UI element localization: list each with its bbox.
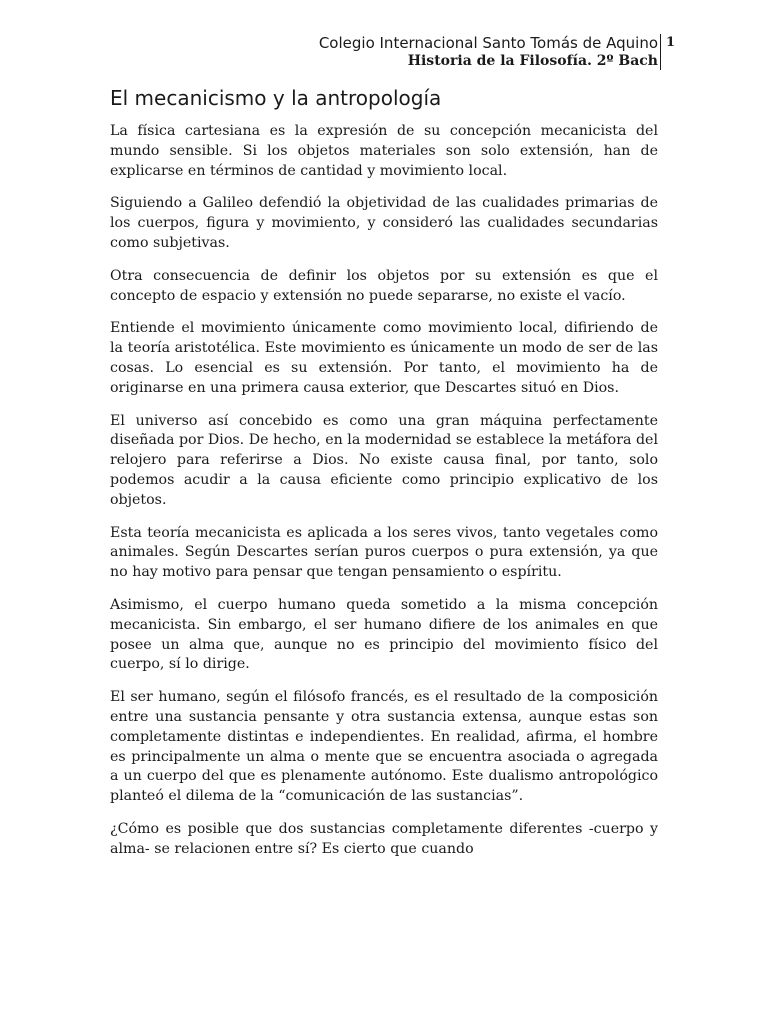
paragraph: Otra consecuencia de definir los objetos por su extensión es que el concepto de espacio y extensión no puede separarse, no existe el vacío. [110, 267, 658, 304]
page-number: 1 [666, 35, 676, 50]
paragraph: Siguiendo a Galileo defendió la objetividad de las cualidades primarias de los cuerpos, figura y movimiento, y consideró las cualidades secundarias como subjetivas. [110, 195, 658, 251]
header-school-name: Colegio Internacional Santo Tomás de Aquino [318, 34, 658, 52]
page-header [319, 34, 658, 70]
header-divider [660, 34, 661, 70]
paragraph: ¿Cómo es posible que dos sustancias completamente diferentes -cuerpo y alma- se relacionen entre sí? Es cierto que cuando [110, 820, 658, 857]
paragraph: El ser humano, según el filósofo francés, es el resultado de la composición entre una sustancia pensante y otra sustancia extensa, aunque estas son completamente distintas e independientes. En realidad, afirma, el hombre es principalmente un alma o mente que se encuentra asociada o agregada a un cuerpo del que es plenamente autónomo. Este dualismo antropológico planteó el dilema de la “comunicación de las sustancias”. [110, 689, 658, 805]
document-title: El mecanicismo y la antropología [110, 86, 442, 110]
paragraph: El universo así concebido es como una gran máquina perfectamente diseñada por Dios. De hecho, en la modernidad se establece la metáfora del relojero para referirse a Dios. No existe causa final, por tanto, solo podemos acudir a la causa eficiente como principio explicativo de los objetos. [110, 412, 658, 508]
paragraph: Esta teoría mecanicista es aplicada a los seres vivos, tanto vegetales como animales. Según Descartes serían puros cuerpos o pura extensión, ya que no hay motivo para pensar que tengan pensamiento o espíritu. [110, 524, 658, 581]
header-course-name: Historia de la Filosofía. 2º Bach [407, 53, 658, 69]
paragraph: Entiende el movimiento únicamente como movimiento local, difiriendo de la teoría aristotélica. Este movimiento es únicamente un modo de ser de las cosas. Lo esencial es su extensión. Por tanto, el movimiento ha de originarse en una primera causa exterior, que Descartes situó en Dios. [110, 320, 658, 396]
paragraph: Asimismo, el cuerpo humano queda sometido a la misma concepción mecanicista. Sin embargo, el ser humano difiere de los animales en que posee un alma que, aunque no es principio del movimiento físico del cuerpo, sí lo dirige. [110, 596, 658, 673]
document-body [110, 122, 658, 873]
paragraph: La física cartesiana es la expresión de su concepción mecanicista del mundo sensible. Si los objetos materiales son solo extensión, han de explicarse en términos de cantidad y movimiento local. [110, 123, 658, 179]
